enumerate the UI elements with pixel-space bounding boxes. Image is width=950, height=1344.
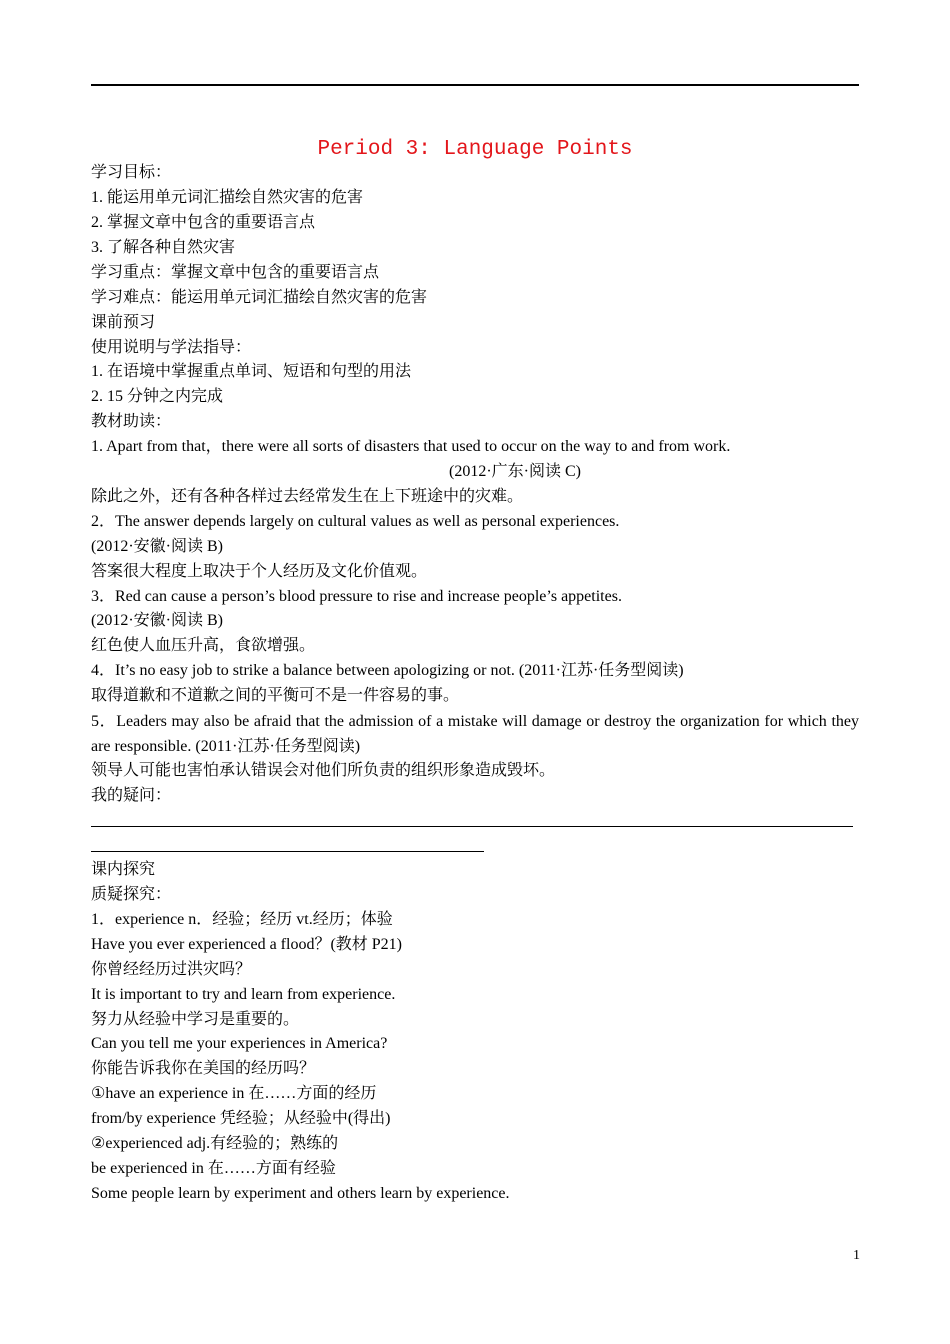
text-paragraph: 5．Leaders may also be afraid that the admission of a mistake will damage or destroy the organization for which they are responsible. (2011·江苏·任务型阅读) [91, 713, 859, 755]
text-line: Have you ever experienced a flood？(教材 P21) [91, 936, 403, 953]
text-line: ①have an experience in 在……方面的经历 [91, 1085, 377, 1102]
text-line: 1. Apart from that，there were all sorts of disasters that used to occur on the way to and from work. [91, 438, 731, 455]
text-line: 答案很大程度上取决于个人经历及文化价值观。 [91, 563, 428, 580]
text-line: 学习目标： [91, 164, 172, 181]
header-rule [91, 84, 859, 86]
text-line: 使用说明与学法指导： [91, 339, 252, 356]
text-line: 2．The answer depends largely on cultural values as well as personal experiences. [91, 513, 620, 530]
text-line: 1. 能运用单元词汇描绘自然灾害的危害 [91, 189, 364, 206]
text-line: 我的疑问： [91, 787, 172, 804]
text-line: from/by experience 凭经验；从经验中(得出) [91, 1110, 391, 1127]
text-line: ②experienced adj.有经验的；熟练的 [91, 1135, 339, 1152]
text-line: 课前预习 [91, 314, 156, 331]
text-line: 1. 在语境中掌握重点单词、短语和句型的用法 [91, 363, 412, 380]
text-line: 2. 15 分钟之内完成 [91, 388, 224, 405]
text-line: 你曾经经历过洪灾吗？ [91, 961, 252, 978]
text-line: 学习难点：能运用单元词汇描绘自然灾害的危害 [91, 289, 428, 306]
section-heading: 课内探究 [91, 861, 156, 878]
answer-blank-line [91, 851, 484, 852]
text-line: 3. 了解各种自然灾害 [91, 239, 236, 256]
text-line: 4．It’s no easy job to strike a balance between apologizing or not. (2011·江苏·任务型阅读) [91, 662, 684, 679]
text-line: It is important to try and learn from experience. [91, 986, 396, 1003]
answer-blank-line [91, 826, 853, 827]
text-line: 教材助读： [91, 413, 172, 430]
text-line: Some people learn by experiment and others learn by experience. [91, 1185, 510, 1202]
text-line: 红色使人血压升高，食欲增强。 [91, 637, 316, 654]
text-line: 学习重点：掌握文章中包含的重要语言点 [91, 264, 380, 281]
text-line: 质疑探究： [91, 886, 172, 903]
source-citation: (2012·安徽·阅读 B) [91, 612, 223, 629]
page-title: Period 3: Language Points [317, 138, 633, 161]
text-line: 领导人可能也害怕承认错误会对他们所负责的组织形象造成毁坏。 [91, 762, 556, 779]
text-line: 3．Red can cause a person’s blood pressure to rise and increase people’s appetites. [91, 588, 622, 605]
text-line: 2. 掌握文章中包含的重要语言点 [91, 214, 316, 231]
text-line: 1．experience n．经验；经历 vt.经历；体验 [91, 911, 393, 928]
source-citation: (2012·安徽·阅读 B) [91, 538, 223, 555]
page-number: 1 [853, 1248, 860, 1263]
source-citation: (2012·广东·阅读 C) [449, 463, 581, 480]
text-line: 你能告诉我你在美国的经历吗？ [91, 1060, 316, 1077]
text-line: 除此之外，还有各种各样过去经常发生在上下班途中的灾难。 [91, 488, 524, 505]
text-line: be experienced in 在……方面有经验 [91, 1160, 336, 1177]
text-line: Can you tell me your experiences in America? [91, 1035, 388, 1052]
text-line: 努力从经验中学习是重要的。 [91, 1011, 300, 1028]
text-line: 取得道歉和不道歉之间的平衡可不是一件容易的事。 [91, 687, 460, 704]
